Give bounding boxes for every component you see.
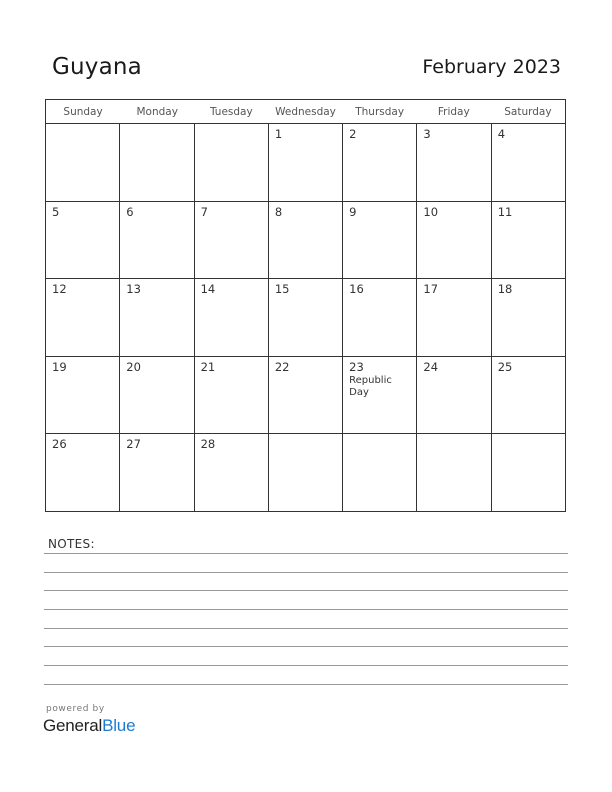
day-cell[interactable] xyxy=(269,357,343,434)
weekday-thursday: Thursday xyxy=(355,105,405,118)
day-cell[interactable] xyxy=(195,202,269,279)
day-number: 22 xyxy=(274,359,290,374)
day-number: 21 xyxy=(200,359,216,374)
day-cell[interactable] xyxy=(492,434,565,512)
day-cell[interactable] xyxy=(269,202,343,279)
day-number: 14 xyxy=(200,282,216,297)
note-line xyxy=(44,684,568,685)
notes-label: NOTES: xyxy=(48,537,95,551)
calendar-grid xyxy=(45,99,566,512)
day-number: 26 xyxy=(52,437,67,452)
day-number: 1 xyxy=(274,127,283,141)
day-number: 4 xyxy=(497,127,506,141)
country-title: Guyana xyxy=(52,54,142,80)
week-row xyxy=(46,434,565,512)
note-line xyxy=(44,553,568,554)
day-number: 24 xyxy=(423,359,439,374)
day-number: 3 xyxy=(423,127,431,141)
weekday-tuesday: Tuesday xyxy=(209,105,253,118)
weekday-monday: Monday xyxy=(136,105,178,118)
day-cell[interactable] xyxy=(195,279,269,356)
note-line xyxy=(44,628,568,629)
day-number: 6 xyxy=(126,204,134,219)
weekday-sunday: Sunday xyxy=(63,105,103,118)
day-number: 17 xyxy=(423,282,439,297)
week-row xyxy=(46,124,565,202)
day-number: 28 xyxy=(200,437,216,452)
day-number: 2 xyxy=(349,127,357,141)
day-cell[interactable] xyxy=(46,434,120,512)
day-number: 8 xyxy=(274,204,283,219)
day-number: 9 xyxy=(349,204,357,219)
day-cell[interactable] xyxy=(46,202,120,279)
weeks-container xyxy=(46,124,565,512)
note-line xyxy=(44,572,568,573)
week-row xyxy=(46,357,565,435)
day-cell[interactable] xyxy=(492,124,565,201)
day-cell[interactable] xyxy=(269,279,343,356)
note-line xyxy=(44,665,568,666)
day-cell[interactable] xyxy=(120,434,194,512)
weekday-saturday: Saturday xyxy=(504,105,552,118)
day-number: 27 xyxy=(126,437,141,452)
day-number: 10 xyxy=(423,204,439,219)
day-cell[interactable] xyxy=(46,357,120,434)
day-number: 5 xyxy=(52,204,60,219)
day-number: 19 xyxy=(52,359,67,374)
brand-blue: Blue xyxy=(102,716,136,735)
day-number: 18 xyxy=(497,282,513,297)
holiday-label: Republic Day xyxy=(349,374,392,398)
day-cell[interactable] xyxy=(120,202,194,279)
day-cell[interactable] xyxy=(195,357,269,434)
note-line xyxy=(44,609,568,610)
day-cell[interactable] xyxy=(269,124,343,201)
day-number: 20 xyxy=(126,359,141,374)
week-row xyxy=(46,279,565,357)
month-year-title: February 2023 xyxy=(422,56,561,78)
week-row xyxy=(46,202,565,280)
day-cell[interactable] xyxy=(417,434,491,512)
day-cell[interactable] xyxy=(120,357,194,434)
powered-by-text: powered by xyxy=(46,704,105,714)
note-line xyxy=(44,590,568,591)
day-cell[interactable] xyxy=(417,279,491,356)
day-cell[interactable] xyxy=(343,279,417,356)
day-cell[interactable] xyxy=(417,124,491,201)
day-number: 15 xyxy=(274,282,290,297)
day-cell[interactable] xyxy=(46,279,120,356)
day-cell[interactable] xyxy=(492,279,565,356)
day-cell[interactable] xyxy=(195,124,269,201)
weekday-wednesday: Wednesday xyxy=(275,105,336,118)
day-cell[interactable] xyxy=(492,357,565,434)
day-number: 12 xyxy=(52,282,67,297)
day-cell[interactable] xyxy=(120,124,194,201)
weekday-header-row xyxy=(46,100,565,124)
day-cell[interactable] xyxy=(343,124,417,201)
day-number: 16 xyxy=(349,282,364,297)
day-number: 23 xyxy=(349,359,364,374)
brand-general: General xyxy=(43,716,103,735)
day-number: 7 xyxy=(200,204,208,219)
day-cell[interactable] xyxy=(417,202,491,279)
day-cell[interactable] xyxy=(120,279,194,356)
weekday-friday: Friday xyxy=(437,105,470,118)
generalblue-logo[interactable] xyxy=(43,716,135,736)
day-cell[interactable] xyxy=(343,357,417,434)
day-cell[interactable] xyxy=(343,434,417,512)
day-number: 25 xyxy=(497,359,513,374)
day-cell[interactable] xyxy=(195,434,269,512)
day-number: 11 xyxy=(497,204,513,219)
day-cell[interactable] xyxy=(269,434,343,512)
note-line xyxy=(44,646,568,647)
day-cell[interactable] xyxy=(343,202,417,279)
day-cell[interactable] xyxy=(492,202,565,279)
day-cell[interactable] xyxy=(46,124,120,201)
day-number: 13 xyxy=(126,282,141,297)
day-cell[interactable] xyxy=(417,357,491,434)
